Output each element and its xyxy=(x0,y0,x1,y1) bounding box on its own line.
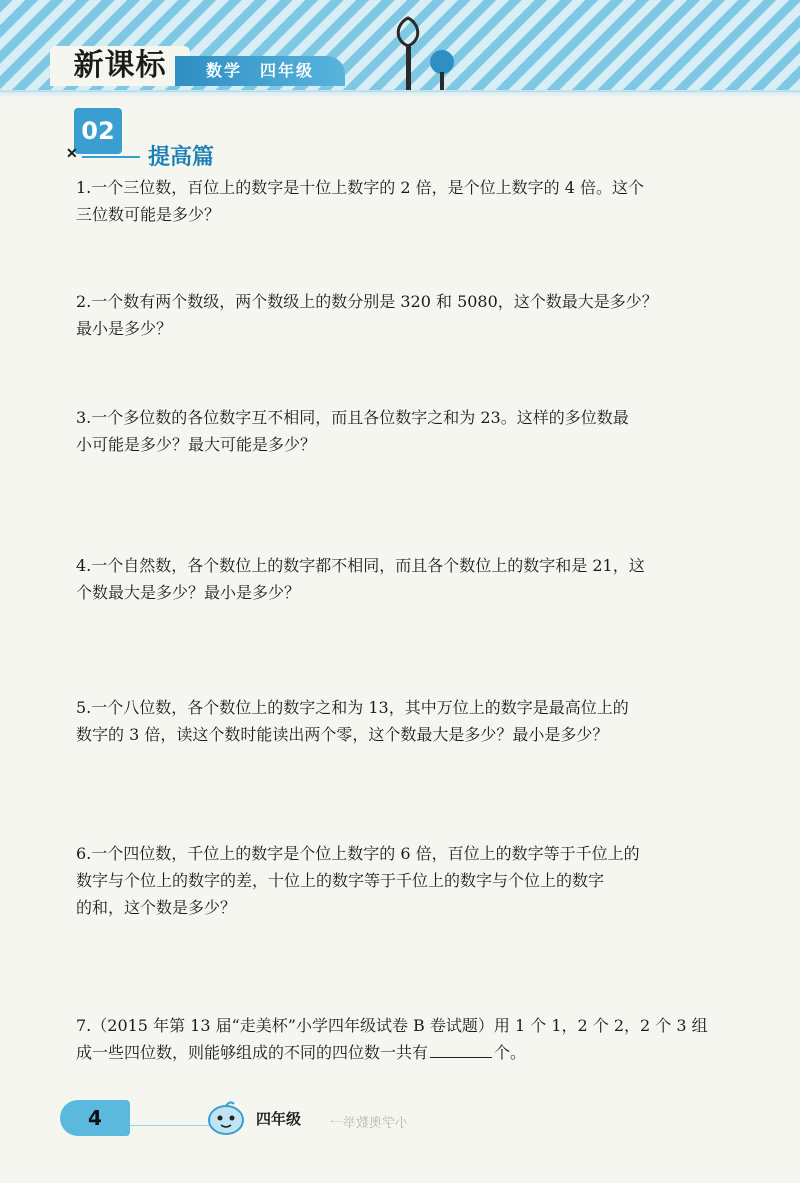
footer-divider xyxy=(130,1125,210,1126)
question-line: 最小是多少？ xyxy=(76,319,173,338)
answer-blank[interactable] xyxy=(430,1039,492,1058)
question-line xyxy=(76,1039,756,1066)
question-line: 三位数可能是多少？ xyxy=(76,205,221,224)
question-text: 成一些四位数，则能够组成的不同的四位数一共有 xyxy=(76,1043,429,1062)
question-line: 7.（2015 年第 13 届“走美杯”小学四年级试卷 B 卷试题）用 1 个 1，2 个 2，2 个 3 组 xyxy=(76,1016,708,1035)
subject-tag: 数学 四年级 xyxy=(175,56,345,86)
question-5 xyxy=(76,694,756,748)
question-1 xyxy=(76,174,756,228)
question-line: 5.一个八位数，各个数位上的数字之和为 13，其中万位上的数字是最高位上的 xyxy=(76,698,629,717)
question-line: 数字的 3 倍，读这个数时能读出两个零，这个数最大是多少？最小是多少？ xyxy=(76,725,609,744)
page-number: 4 xyxy=(60,1100,130,1136)
question-line: 4.一个自然数，各个数位上的数字都不相同，而且各个数位上的数字和是 21，这 xyxy=(76,556,645,575)
question-3 xyxy=(76,404,756,458)
section-title: 提高篇 xyxy=(148,145,215,170)
question-line: 1.一个三位数，百位上的数字是十位上数字的 2 倍，是个位上数字的 4 倍。这个 xyxy=(76,178,644,197)
section-divider xyxy=(82,156,140,158)
question-line: 小可能是多少？最大可能是多少？ xyxy=(76,435,317,454)
mascot-icon xyxy=(206,1098,246,1138)
question-6 xyxy=(76,840,756,921)
tree-icon xyxy=(392,14,462,90)
header-fade xyxy=(0,90,800,98)
footer-grade: 四年级 xyxy=(256,1110,302,1128)
brand-title: 新课标 xyxy=(50,46,190,86)
question-text: 个。 xyxy=(494,1043,527,1062)
question-line: 2.一个数有两个数级，两个数级上的数分别是 320 和 5080，这个数最大是多少？ xyxy=(76,292,658,311)
question-7 xyxy=(76,1012,756,1066)
section-number-badge: 02 xyxy=(74,108,122,154)
question-line: 数字与个位上的数字的差，十位上的数字等于千位上的数字与个位上的数字 xyxy=(76,871,605,890)
question-line: 6.一个四位数，千位上的数字是个位上数字的 6 倍，百位上的数字等于千位上的 xyxy=(76,844,640,863)
question-line: 个数最大是多少？最小是多少？ xyxy=(76,583,301,602)
question-line: 3.一个多位数的各位数字互不相同，而且各位数字之和为 23。这样的多位数最 xyxy=(76,408,629,427)
question-2 xyxy=(76,288,756,342)
cross-icon: ✕ xyxy=(66,146,78,162)
question-4 xyxy=(76,552,756,606)
question-line: 的和，这个数是多少？ xyxy=(76,898,237,917)
footer-bleed-text: 小学奥数举一 xyxy=(330,1116,409,1131)
